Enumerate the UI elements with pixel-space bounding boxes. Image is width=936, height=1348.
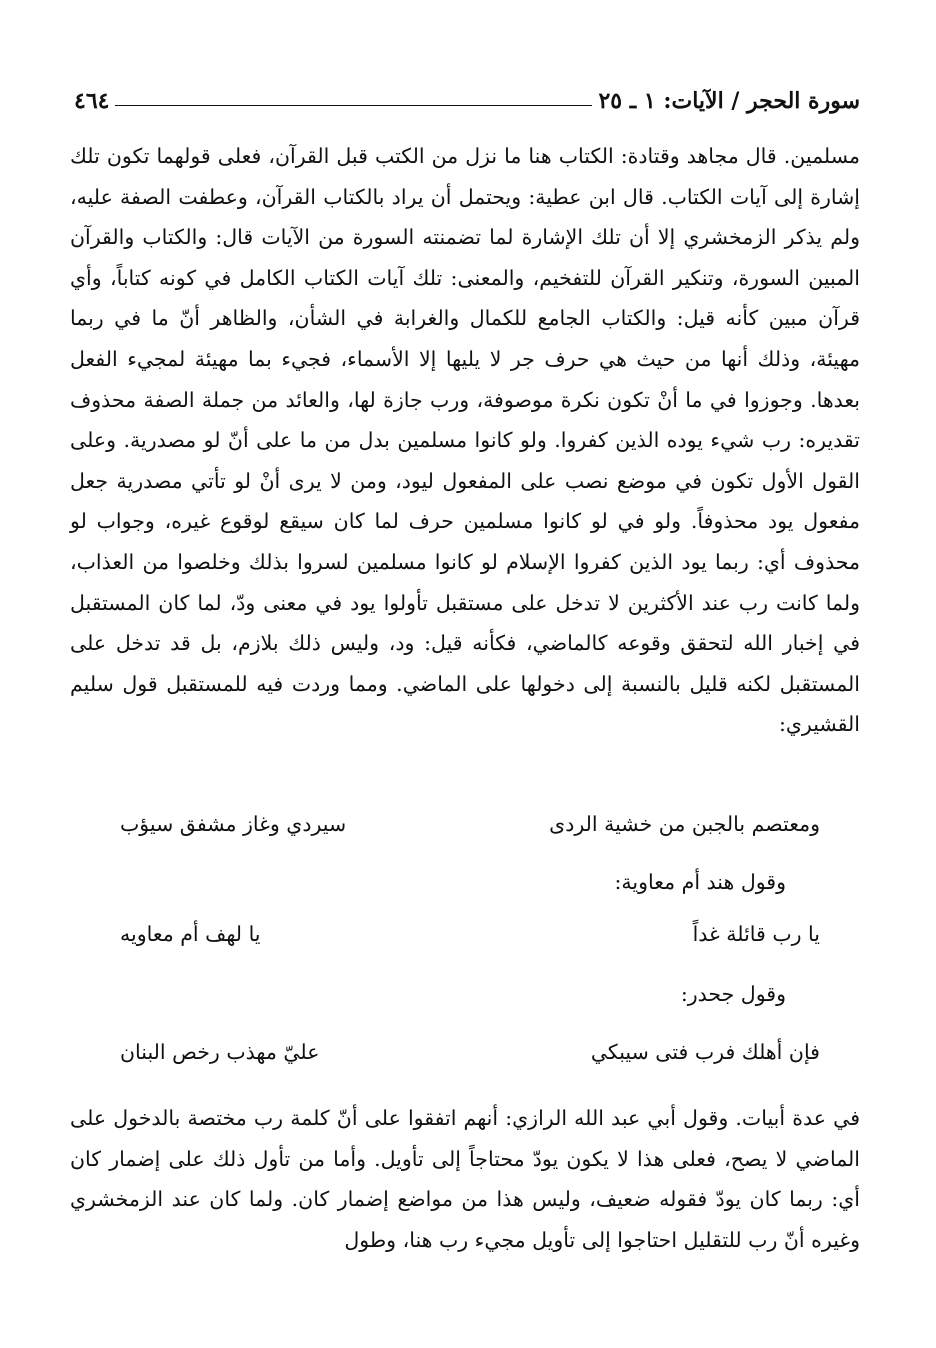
header-rule xyxy=(115,105,592,106)
verse-3-intro: وقول جحدر: xyxy=(680,982,786,1006)
main-paragraph: مسلمين. قال مجاهد وقتادة: الكتاب هنا ما نزل من الكتب قبل القرآن، فعلى قولهما تكون تلك إشارة إلى آيات الكتاب. قال ابن عطية: ويحتمل أن يراد بالكتاب القرآن، وعطفت الصفة عليه، ولم يذكر الزمخشري إلا أن تلك الإشارة لما تضمنته السورة من الآيات قال: والكتاب والقرآن المبين السورة، وتنكير القرآن للتفخيم، والمعنى: تلك آيات الكتاب الكامل في كونه كتاباً، وأي قرآن مبين كأنه قيل: والكتاب الجامع للكمال والغرابة في الشأن، والظاهر أنّ ما في ربما مهيئة، وذلك أنها من حيث هي حرف جر لا يليها إلا الأسماء، فجيء بما مهيئة لمجيء الفعل بعدها. وجوزوا في ما أنْ تكون نكرة موصوفة، ورب جازة لها، والعائد من جملة الصفة محذوف تقديره: رب شيء يوده الذين كفروا. ولو كانوا مسلمين بدل من ما على أنّ لو مصدرية. وعلى القول الأول تكون في موضع نصب على المفعول ليود، ومن لا يرى أنْ لو تأتي مصدرية جعل مفعول يود محذوفاً. ولو في لو كانوا مسلمين حرف لما كان سيقع لوقوع غيره، وجواب لو محذوف أي: ربما يود الذين كفروا الإسلام لو كانوا مسلمين لسروا بذلك وخلصوا من العذاب، ولما كانت رب عند الأكثرين لا تدخل على مستقبل تأولوا يود في معنى ودّ، لما كان المستقبل في إخبار الله لتحقق وقوعه كالماضي، فكأنه قيل: ود، وليس ذلك بلازم، بل قد تدخل على المستقبل لكنه قليل بالنسبة إلى دخولها على الماضي. ومما وردت فيه للمستقبل قول سليم القشيري: xyxy=(70,144,860,737)
verse-1-second-hemistich: سيردي وغاز مشفق سيؤب xyxy=(120,812,347,836)
verse-3-second-hemistich: عليّ مهذب رخص البنان xyxy=(120,1040,320,1064)
verse-2-first-hemistich: يا رب قائلة غداً xyxy=(692,922,820,946)
closing-text xyxy=(70,1098,860,1260)
closing-paragraph: في عدة أبيات. وقول أبي عبد الله الرازي: أنهم اتفقوا على أنّ كلمة رب مختصة بالدخول على الماضي لا يصح، فعلى هذا لا يكون يودّ محتاجاً إلى تأويل. وأما من تأول ذلك على إضمار كان أي: ربما كان يودّ فقوله ضعيف، وليس هذا من مواضع إضمار كان. ولما كان عند الزمخشري وغيره أنّ رب للتقليل احتاجوا إلى تأويل مجيء رب هنا، وطول xyxy=(70,1106,860,1252)
verse-2-second-hemistich: يا لهف أم معاويه xyxy=(120,922,261,946)
page-number: ٤٦٤ xyxy=(74,88,110,114)
verse-line-2 xyxy=(120,922,820,946)
verse-2-intro: وقول هند أم معاوية: xyxy=(614,870,786,894)
page-header xyxy=(70,74,860,114)
verse-3-first-hemistich: فإن أهلك فرب فتى سيبكي xyxy=(590,1040,820,1064)
verse-line-1 xyxy=(120,812,820,836)
verse-1-first-hemistich: ومعتصم بالجبن من خشية الردى xyxy=(549,812,820,836)
verse-line-3 xyxy=(120,1040,820,1064)
main-text xyxy=(70,136,860,745)
surah-title: سورة الحجر / الآيات: ١ ـ ٢٥ xyxy=(598,88,860,114)
